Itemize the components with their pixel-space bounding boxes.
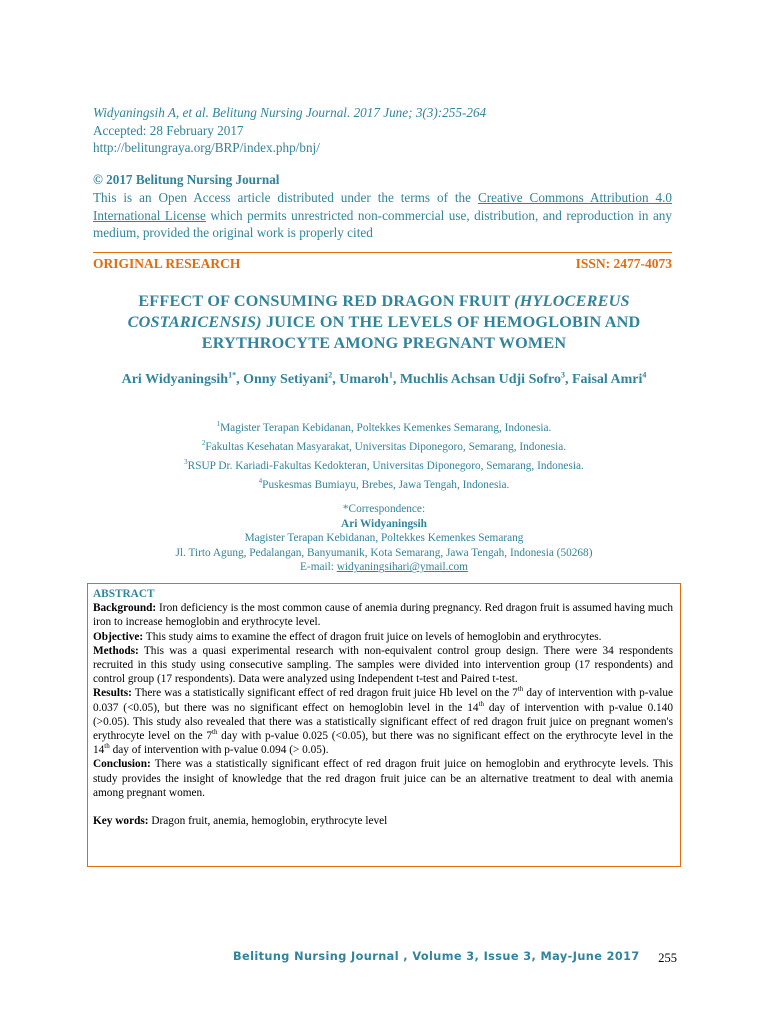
abstract-objective: Objective: This study aims to examine the effect of dragon fruit juice on levels of hemoglobin and erythrocytes.: [93, 630, 602, 643]
abstract-methods: Methods: This was a quasi experimental research with non-equivalent control group design. There were 34 respondents recruited in this study using consecutive sampling. The samples were divided into intervention group (17 respondents) and control group (17 respondents). Data were analyzed using Independent t-test and Paired t-test.: [93, 644, 673, 686]
correspondence-name: Ari Widyaningsih: [341, 517, 427, 530]
title-part-1: EFFECT OF CONSUMING RED DRAGON FRUIT: [138, 292, 515, 310]
license-block: [93, 171, 672, 242]
author: Umaroh$^1$,: [339, 370, 400, 387]
affiliation: $^4$Puskesmas Bumiayu, Brebes, Jawa Tengah, Indonesia.: [258, 476, 510, 491]
correspondence-institution: Magister Terapan Kebidanan, Poltekkes Kemenkes Semarang: [244, 532, 524, 545]
abstract-background: Background: Iron deficiency is the most common cause of anemia during pregnancy. Red dragon fruit is assumed having much iron to increase hemoglobin and erythrocyte level.: [93, 602, 673, 629]
issn-label: ISSN: 2477-4073: [575, 256, 672, 271]
section-divider: [93, 252, 672, 253]
section-row: [93, 256, 672, 272]
journal-url[interactable]: http://belitungraya.org/BRP/index.php/bnj/: [93, 140, 320, 155]
title-italic: (HYLOCEREUS COSTARICENSIS): [127, 292, 630, 331]
correspondence-address: Jl. Tirto Agung, Pedalangan, Banyumanik, Kota Semarang, Jawa Tengah, Indonesia (50268): [175, 546, 593, 559]
email-link[interactable]: widyaningsihari@ymail.com: [336, 561, 468, 574]
author: Onny Setiyani$^2$,: [243, 370, 340, 387]
abstract-box: [87, 583, 681, 867]
license-text: [93, 189, 672, 242]
author: Ari Widyaningsih$^{1*}$,: [121, 370, 244, 387]
copyright-line: © 2017 Belitung Nursing Journal: [93, 172, 280, 187]
abstract-keywords: Key words: Dragon fruit, anemia, hemoglobin, erythrocyte level: [93, 815, 388, 828]
abstract-heading: ABSTRACT: [93, 588, 155, 600]
abstract-conclusion: Conclusion: There was a statistically significant effect of red dragon fruit juice on hemoglobin and erythrocyte levels. This study provides the insight of knowledge that the red dragon fruit juice can be an alternative treatment to deal with anemia among pregnant women.: [93, 758, 673, 799]
accepted-date: Accepted: 28 February 2017: [93, 122, 244, 138]
article-title: [100, 291, 668, 354]
license-text-after: which permits unrestricted non-commercial use, distribution, and reproduction in any medium, provided the original work is properly cited: [93, 207, 672, 241]
correspondence-block: [100, 502, 668, 575]
affiliation: $^3$RSUP Dr. Kariadi-Fakultas Kedokteran, Universitas Diponegoro, Semarang, Indonesia.: [184, 457, 584, 472]
correspondence-label: *Correspondence:: [342, 503, 426, 515]
license-text-before: This is an Open Access article distributed under the terms of the: [93, 189, 478, 205]
affiliation: $^2$Fakultas Kesehatan Masyarakat, Universitas Diponegoro, Semarang, Indonesia.: [201, 438, 567, 453]
creative-commons-link[interactable]: Creative Commons Attribution 4.0 International License: [93, 189, 672, 223]
author: Muchlis Achsan Udji Sofro$^3$,: [399, 370, 572, 387]
author-list: [100, 366, 668, 389]
author: Faisal Amri$^4$: [572, 370, 647, 387]
page-number: 255: [658, 951, 677, 965]
affiliation-list: [100, 417, 668, 493]
abstract-results: Results: There was a statistically significant effect of red dragon fruit juice Hb level on the 7th day of intervention with p-value 0.037 (<0.05), but there was no significant effect on hemoglobin level in the 14th day of intervention with p-value 0.140 (>0.05). This study also revealed that there was a statistically significant effect of red dragon fruit juice on pregnant women's erythrocyte level on the 7th day with p-value 0.025 (<0.05), but there was no significant effect on the erythrocyte level in the 14th day of intervention with p-value 0.094 (> 0.05).: [93, 685, 673, 757]
footer-journal: Belitung Nursing Journal , Volume 3, Issue 3, May-June 2017: [233, 950, 640, 963]
affiliation: $^1$Magister Terapan Kebidanan, Poltekkes Kemenkes Semarang, Indonesia.: [216, 420, 552, 434]
citation-journal-line: Widyaningsih A, et al. Belitung Nursing Journal. 2017 June; 3(3):255-264: [93, 105, 487, 120]
abstract-content: [93, 587, 673, 828]
correspondence-email: E-mail: widyaningsihari@ymail.com: [300, 561, 468, 574]
citation-block: [93, 104, 693, 157]
title-part-2: JUICE ON THE LEVELS OF HEMOGLOBIN AND ERYTHROCYTE AMONG PREGNANT WOMEN: [201, 313, 641, 352]
section-label: ORIGINAL RESEARCH: [93, 256, 241, 271]
